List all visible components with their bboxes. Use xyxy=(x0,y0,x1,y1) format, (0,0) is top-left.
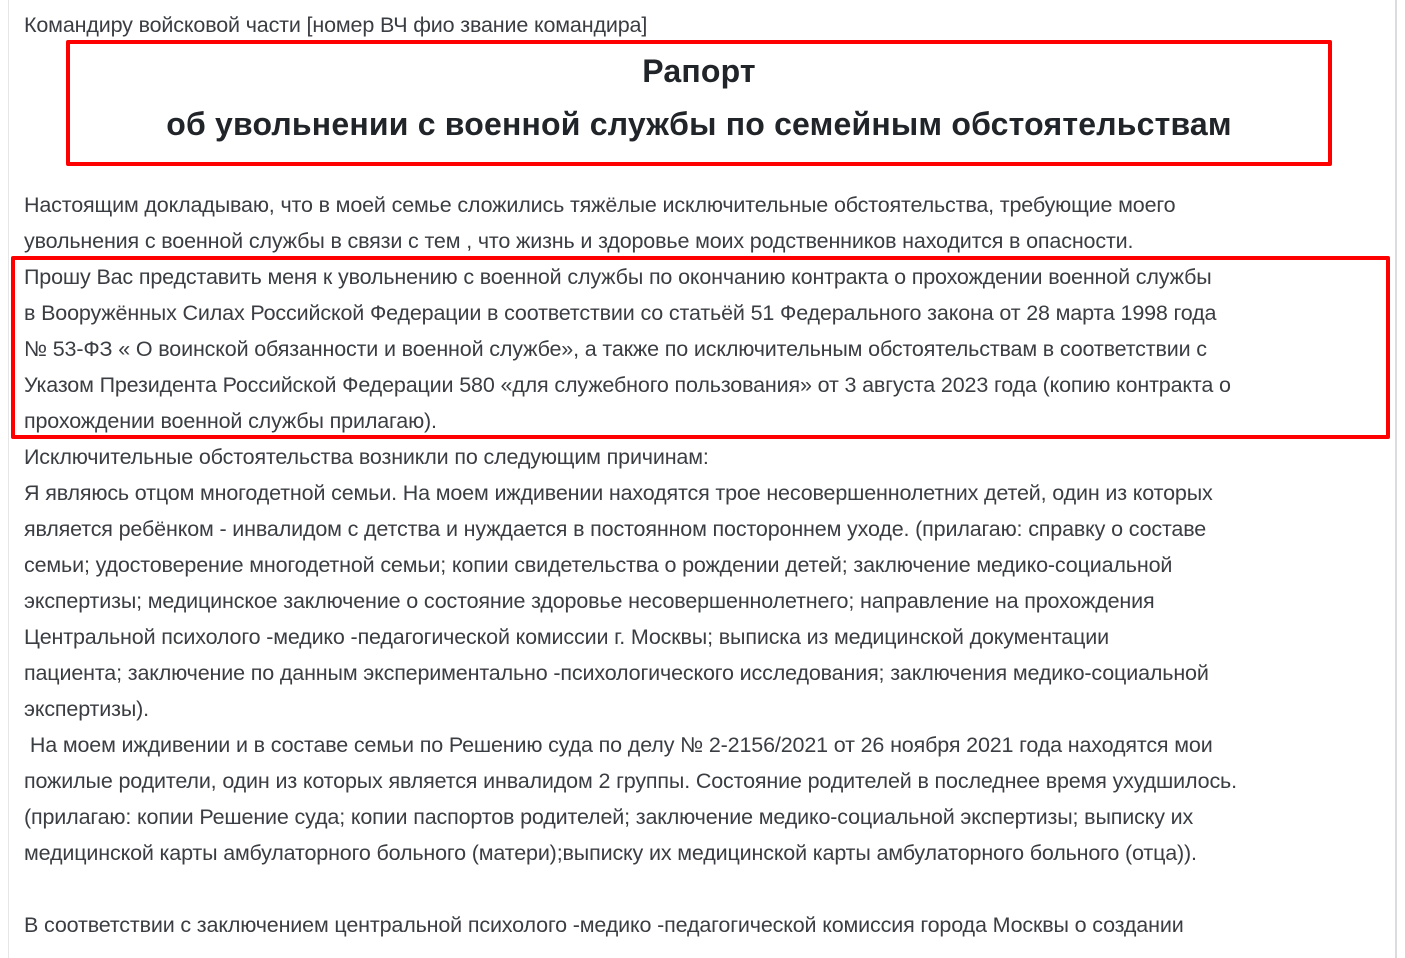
text-line: экспертизы; медицинское заключение о состояние здоровье несовершеннолетнего; направление на прохождения xyxy=(24,589,1155,613)
addressee-line: Командиру войсковой части [номер ВЧ фио звание командира] xyxy=(24,13,648,37)
text-line: Прошу Вас представить меня к увольнению с военной службы по окончанию контракта о прохождении военной службы xyxy=(24,265,1212,289)
text-line: Указом Президента Российской Федерации 580 «для служебного пользования» от 3 августа 2023 года (копию контракта о xyxy=(24,373,1231,397)
text-line: в Вооружённых Силах Российской Федерации в соответствии со статьёй 51 Федерального закона от 28 марта 1998 года xyxy=(24,301,1217,325)
text-line: прохождении военной службы прилагаю). xyxy=(24,409,437,433)
text-line: пациента; заключение по данным экспериментально -психологического исследования; заключения медико-социальной xyxy=(24,661,1209,685)
document-subtitle: об увольнении с военной службы по семейным обстоятельствам xyxy=(166,106,1232,142)
text-line: является ребёнком - инвалидом с детства и нуждается в постоянном постороннем уходе. (прилагаю: справку о составе xyxy=(24,517,1207,541)
text-line: Я являюсь отцом многодетной семьи. На моем иждивении находятся трое несовершеннолетних детей, один из которых xyxy=(24,481,1213,505)
text-line: увольнения с военной службы в связи с тем , что жизнь и здоровье моих родственников находится в опасности. xyxy=(24,229,1134,253)
title-highlight-box xyxy=(66,40,1332,166)
text-line: Исключительные обстоятельства возникли по следующим причинам: xyxy=(24,445,709,469)
text-line: (прилагаю: копии Решение суда; копии паспортов родителей; заключение медико-социальной экспертизы; выписку их xyxy=(24,805,1194,829)
document-title: Рапорт xyxy=(642,53,756,89)
text-line: В соответствии с заключением центральной психолого -медико -педагогической комиссия города Москвы о создании xyxy=(24,913,1184,937)
text-line: Центральной психолого -медико -педагогической комиссии г. Москвы; выписка из медицинской документации xyxy=(24,625,1109,649)
text-line: Настоящим докладываю, что в моей семье сложились тяжёлые исключительные обстоятельства, требующие моего xyxy=(24,193,1176,217)
text-line: семьи; удостоверение многодетной семьи; копии свидетельства о рождении детей; заключение медико-социальной xyxy=(24,553,1173,577)
text-line: На моем иждивении и в составе семьи по Решению суда по делу № 2-2156/2021 от 26 ноября 2021 года находятся мои xyxy=(24,733,1213,757)
text-line: пожилые родители, один из которых является инвалидом 2 группы. Состояние родителей в последнее время ухудшилось. xyxy=(24,769,1237,793)
text-line: № 53-ФЗ « О воинской обязанности и военной службе», а также по исключительным обстоятельствам в соответствии с xyxy=(24,337,1207,361)
text-line: медицинской карты амбулаторного больного (матери);выписку их медицинской карты амбулаторного больного (отца)). xyxy=(24,841,1197,865)
text-line: экспертизы). xyxy=(24,697,149,721)
